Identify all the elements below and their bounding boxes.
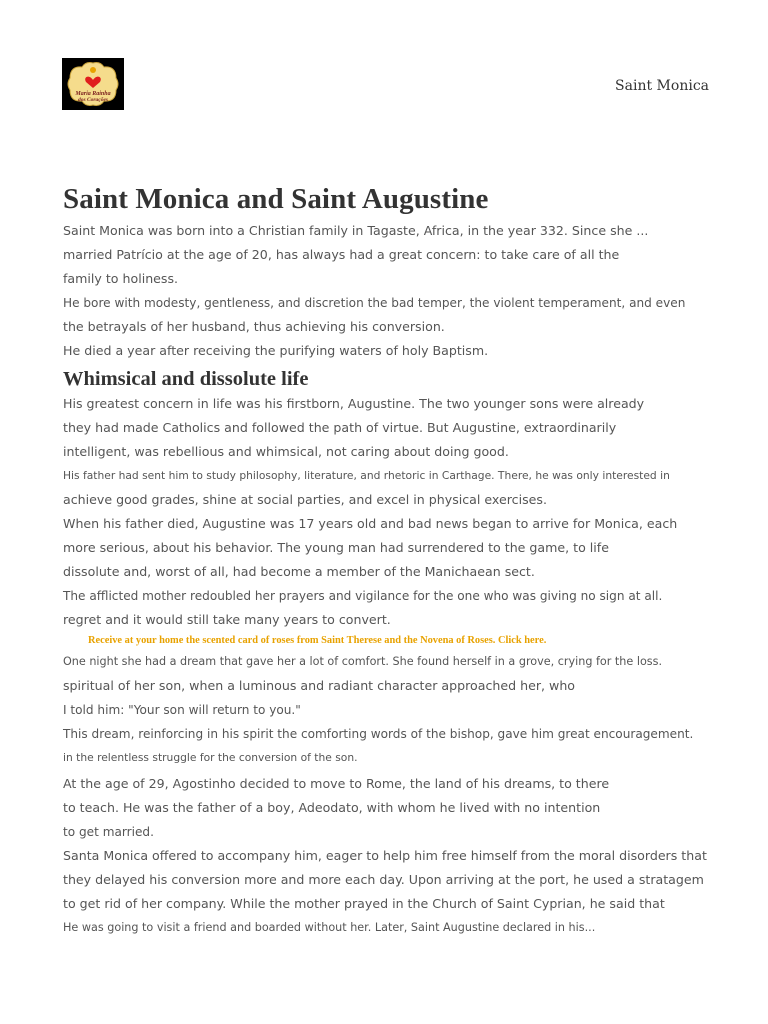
body-paragraph [63, 392, 723, 632]
section-title: Whimsical and dissolute life [63, 368, 309, 390]
text-line: family to holiness. [63, 271, 179, 286]
text-line: His father had sent him to study philosophy, literature, and rhetoric in Carthage. There, he was only interested in [63, 469, 670, 482]
promo-link[interactable]: Receive at your home the scented card of roses from Saint Therese and the Novena of Roses. Click here. [88, 635, 547, 646]
text-line: He was going to visit a friend and boarded without her. Later, Saint Augustine declared in his... [63, 921, 596, 934]
text-line: He died a year after receiving the purifying waters of holy Baptism. [63, 343, 489, 358]
text-line: married Patrício at the age of 20, has always had a great concern: to take care of all the [63, 247, 620, 262]
text-line: Santa Monica offered to accompany him, eager to help him free himself from the moral disorders that [63, 848, 707, 863]
text-line: more serious, about his behavior. The young man had surrendered to the game, to life [63, 540, 609, 555]
text-line: to get married. [63, 825, 154, 839]
body-paragraph [63, 650, 723, 940]
page-title: Saint Monica and Saint Augustine [63, 183, 489, 215]
text-line: regret and it would still take many years to convert. [63, 612, 391, 627]
text-line: dissolute and, worst of all, had become a member of the Manichaean sect. [63, 564, 535, 579]
text-line: intelligent, was rebellious and whimsical, not caring about doing good. [63, 444, 509, 459]
text-line: At the age of 29, Agostinho decided to move to Rome, the land of his dreams, to there [63, 776, 610, 791]
nav-link-saint-monica[interactable]: Saint Monica [615, 78, 709, 94]
svg-text:Maria Rainha: Maria Rainha [75, 91, 111, 97]
logo-emblem-icon [62, 58, 124, 110]
text-line: achieve good grades, shine at social parties, and excel in physical exercises. [63, 492, 547, 507]
svg-text:dos Corações: dos Corações [77, 97, 109, 103]
text-line: in the relentless struggle for the conversion of the son. [63, 751, 358, 764]
site-logo[interactable] [62, 58, 124, 110]
text-line: the betrayals of her husband, thus achieving his conversion. [63, 319, 445, 334]
text-line: spiritual of her son, when a luminous and radiant character approached her, who [63, 678, 576, 693]
intro-paragraph [63, 219, 723, 363]
text-line: Saint Monica was born into a Christian family in Tagaste, Africa, in the year 332. Since she ... [63, 223, 649, 238]
text-line: This dream, reinforcing in his spirit the comforting words of the bishop, gave him great encouragement. [63, 727, 694, 741]
text-line: they had made Catholics and followed the path of virtue. But Augustine, extraordinarily [63, 420, 617, 435]
text-line: The afflicted mother redoubled her prayers and vigilance for the one who was giving no sign at all. [63, 589, 663, 603]
text-line: When his father died, Augustine was 17 years old and bad news began to arrive for Monica, each [63, 516, 678, 531]
text-line: to teach. He was the father of a boy, Adeodato, with whom he lived with no intention [63, 800, 601, 815]
article [63, 180, 723, 940]
text-line: they delayed his conversion more and more each day. Upon arriving at the port, he used a stratagem [63, 872, 704, 887]
text-line: to get rid of her company. While the mother prayed in the Church of Saint Cyprian, he said that [63, 896, 665, 911]
text-line: He bore with modesty, gentleness, and discretion the bad temper, the violent temperament, and even [63, 296, 686, 310]
text-line: His greatest concern in life was his firstborn, Augustine. The two younger sons were already [63, 396, 645, 411]
text-line: One night she had a dream that gave her a lot of comfort. She found herself in a grove, crying for the loss. [63, 655, 663, 668]
text-line: I told him: "Your son will return to you." [63, 703, 301, 717]
